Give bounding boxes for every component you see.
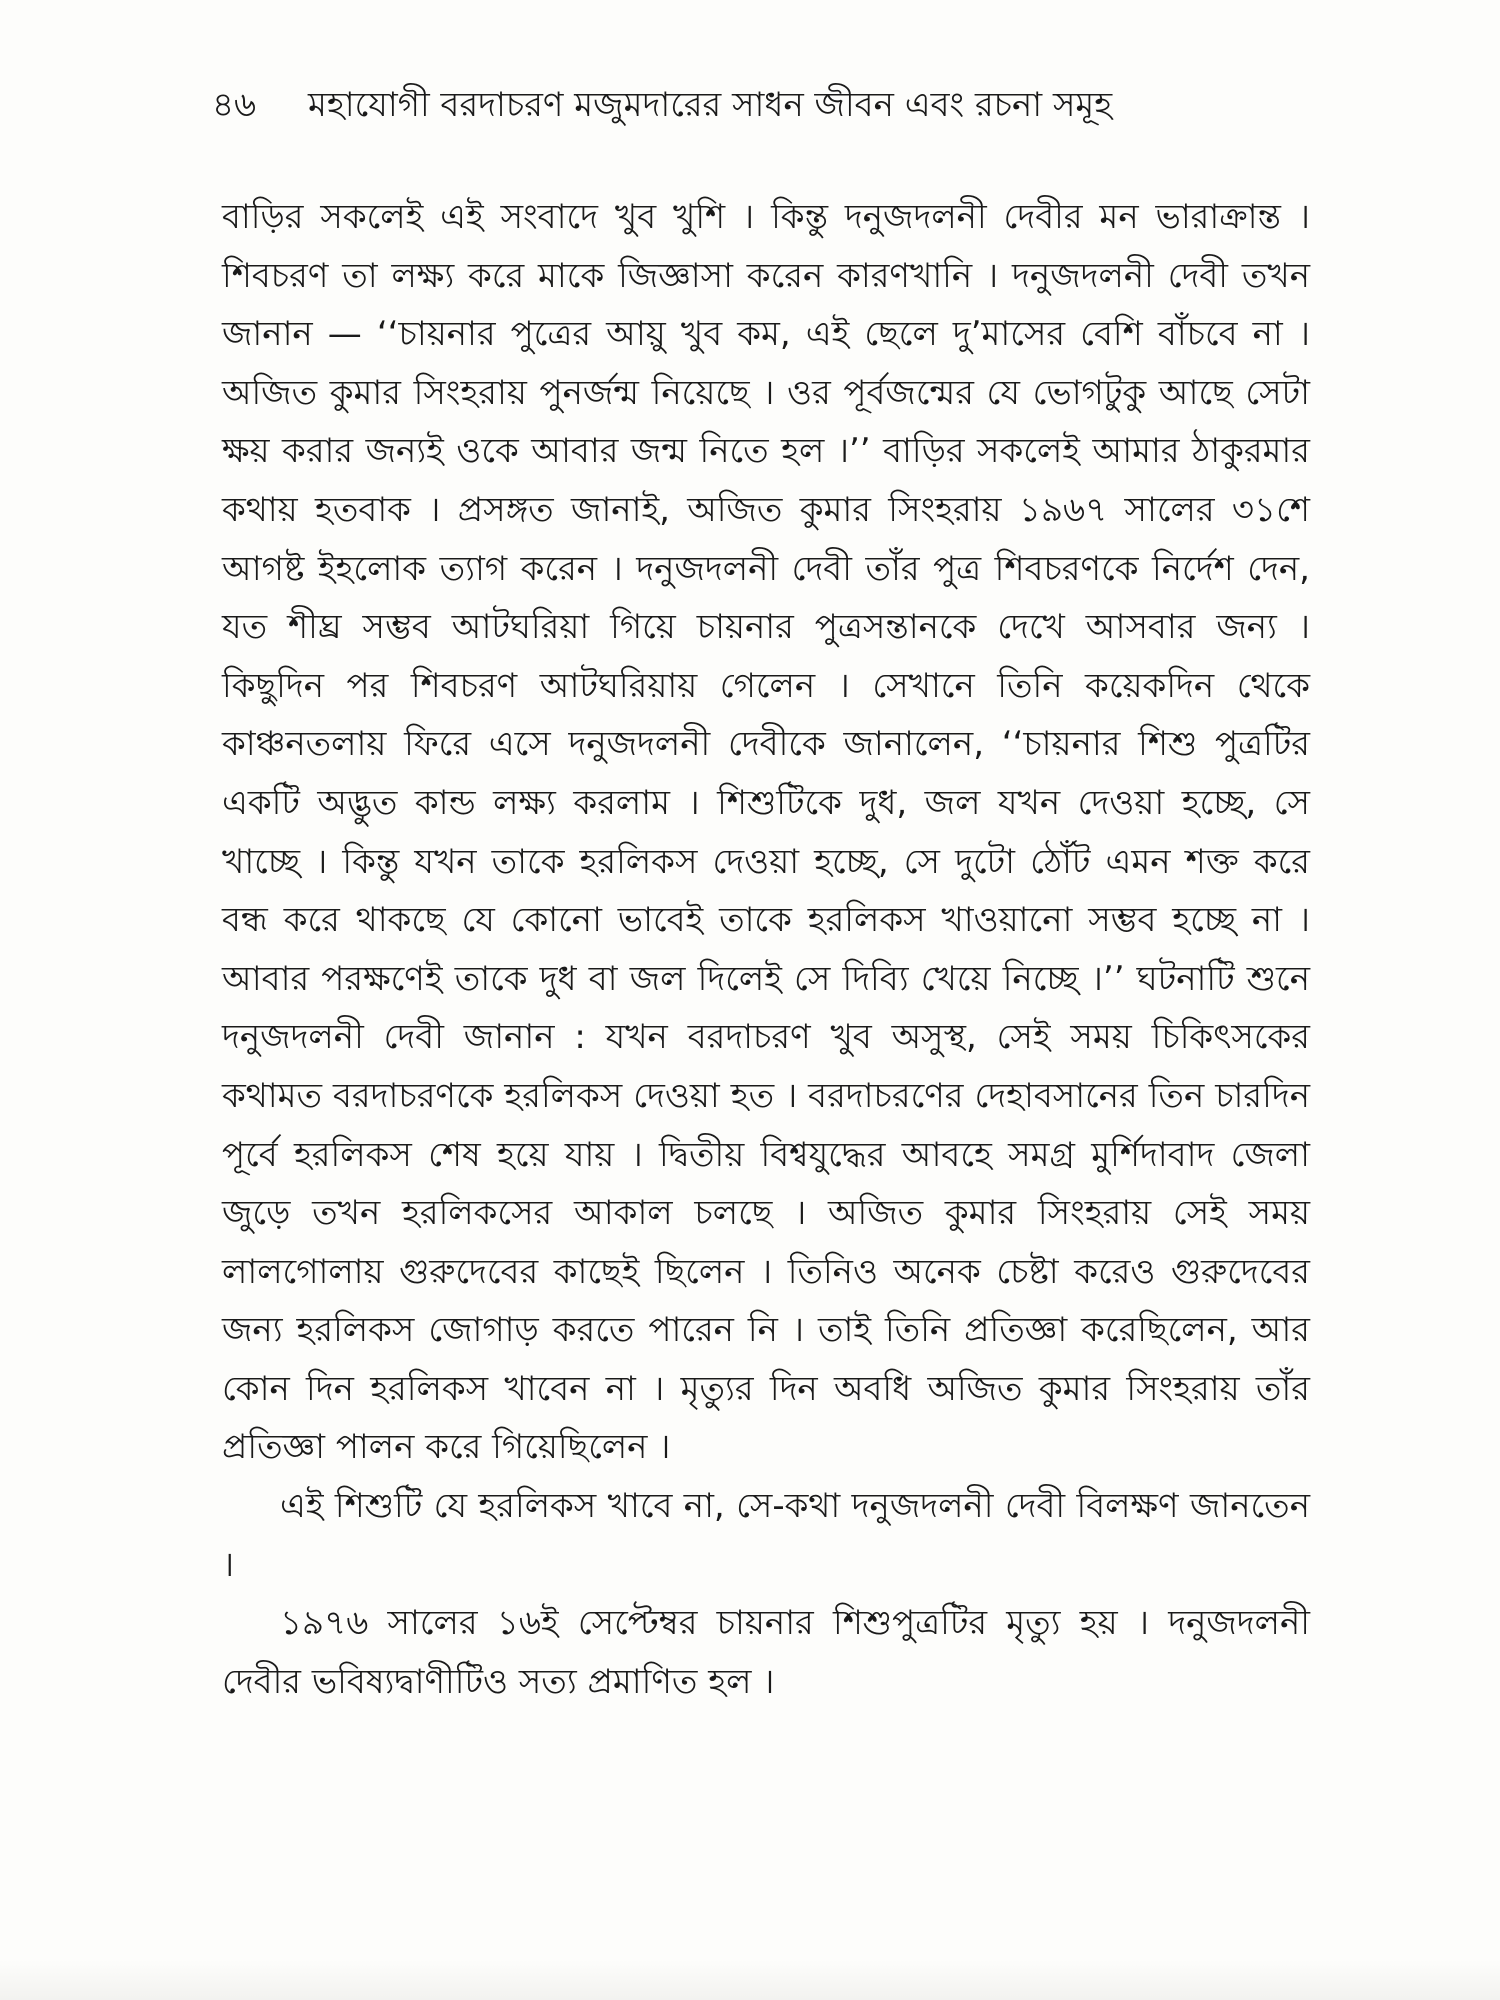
running-title: মহাযোগী বরদাচরণ মজুমদারের সাধন জীবন এবং রচনা সমূহ <box>308 84 1113 125</box>
paragraph-1: বাড়ির সকলেই এই সংবাদে খুব খুশি । কিন্তু দনুজদলনী দেবীর মন ভারাক্রান্ত । শিবচরণ তা লক্ষ্য করে মাকে জিজ্ঞাসা করেন কারণখানি । দনুজদলনী দেবী তখন জানান — ‘‘চায়নার পুত্রের আয়ু খুব কম, এই ছেলে দু’মাসের বেশি বাঁচবে না । অজিত কুমার সিংহরায় পুনর্জন্ম নিয়েছে । ওর পূর্বজন্মের যে ভোগটুকু আছে সেটা ক্ষয় করার জন্যই ওকে আবার জন্ম নিতে হল ।’’ বাড়ির সকলেই আমার ঠাকুরমার কথায় হতবাক । প্রসঙ্গত জানাই, অজিত কুমার সিংহরায় ১৯৬৭ সালের ৩১শে আগষ্ট ইহলোক ত্যাগ করেন । দনুজদলনী দেবী তাঁর পুত্র শিবচরণকে নির্দেশ দেন, যত শীঘ্র সম্ভব আটঘরিয়া গিয়ে চায়নার পুত্রসন্তানকে দেখে আসবার জন্য । কিছুদিন পর শিবচরণ আটঘরিয়ায় গেলেন । সেখানে তিনি কয়েকদিন থেকে কাঞ্চনতলায় ফিরে এসে দনুজদলনী দেবীকে জানালেন, ‘‘চায়নার শিশু পুত্রটির একটি অদ্ভুত কান্ড লক্ষ্য করলাম । শিশুটিকে দুধ, জল যখন দেওয়া হচ্ছে, সে খাচ্ছে । কিন্তু যখন তাকে হরলিকস দেওয়া হচ্ছে, সে দুটো ঠোঁট এমন শক্ত করে বন্ধ করে থাকছে যে কোনো ভাবেই তাকে হরলিকস খাওয়ানো সম্ভব হচ্ছে না । আবার পরক্ষণেই তাকে দুধ বা জল দিলেই সে দিব্যি খেয়ে নিচ্ছে ।’’ ঘটনাটি শুনে দনুজদলনী দেবী জানান : যখন বরদাচরণ খুব অসুস্থ, সেই সময় চিকিৎসকের কথামত বরদাচরণকে হরলিকস দেওয়া হত । বরদাচরণের দেহাবসানের তিন চারদিন পূর্বে হরলিকস শেষ হয়ে যায় । দ্বিতীয় বিশ্বযুদ্ধের আবহে সমগ্র মুর্শিদাবাদ জেলা জুড়ে তখন হরলিকসের আকাল চলছে । অজিত কুমার সিংহরায় সেই সময় লালগোলায় গুরুদেবের কাছেই ছিলেন । তিনিও অনেক চেষ্টা করেও গুরুদেবের জন্য হরলিকস জোগাড় করতে পারেন নি । তাই তিনি প্রতিজ্ঞা করেছিলেন, আর কোন দিন হরলিকস খাবেন না । মৃত্যুর দিন অবধি অজিত কুমার সিংহরায় তাঁর প্রতিজ্ঞা পালন করে গিয়েছিলেন । <box>222 197 1310 1468</box>
paragraph-3: ১৯৭৬ সালের ১৬ই সেপ্টেম্বর চায়নার শিশুপুত্রটির মৃত্যু হয় । দনুজদলনী দেবীর ভবিষ্যদ্বাণীটিও সত্য প্রমাণিত হল । <box>222 1603 1310 1702</box>
page-number: ৪৬ <box>212 84 257 125</box>
page-header <box>212 70 1312 140</box>
paragraph-2: এই শিশুটি যে হরলিকস খাবে না, সে-কথা দনুজদলনী দেবী বিলক্ষণ জানতেন । <box>222 1486 1310 1585</box>
body-text <box>222 188 1310 1711</box>
page-bottom-shading <box>0 1960 1500 2000</box>
